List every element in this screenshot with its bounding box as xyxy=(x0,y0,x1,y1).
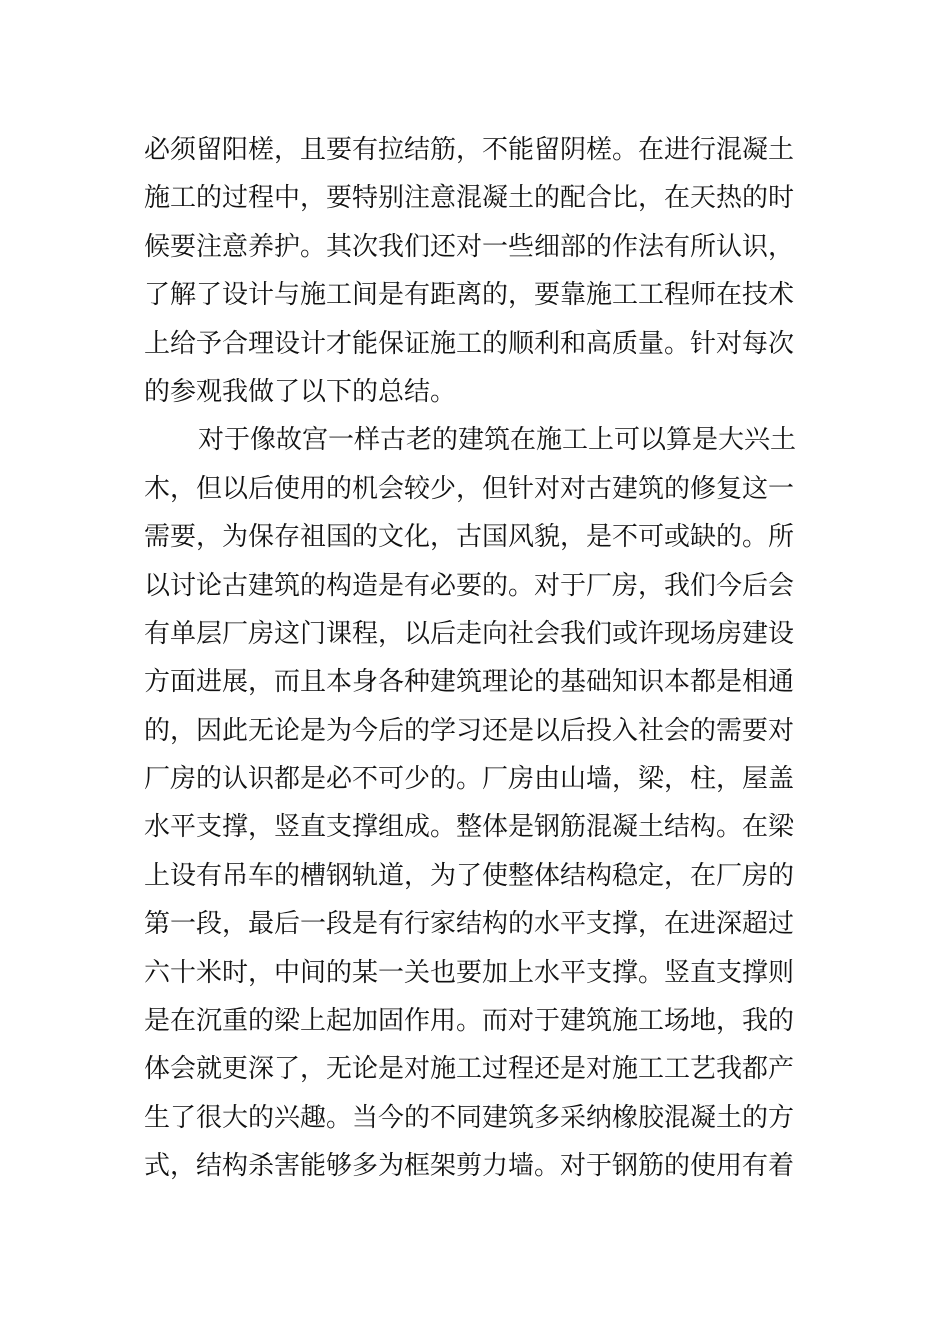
text-line-16: 上设有吊车的槽钢轨道，为了使整体结构稳定，在厂房的 xyxy=(144,860,795,891)
text-line-18: 六十米时，中间的某一关也要加上水平支撑。竖直支撑则 xyxy=(144,957,795,988)
text-line-12: 方面进展，而且本身各种建筑理论的基础知识本都是相通 xyxy=(144,667,795,698)
text-line-19: 是在沉重的梁上起加固作用。而对于建筑施工场地，我的 xyxy=(144,1006,795,1037)
text-line-5: 上给予合理设计才能保证施工的顺利和高质量。针对每次 xyxy=(144,328,795,359)
text-line-13: 的，因此无论是为今后的学习还是以后投入社会的需要对 xyxy=(144,715,795,746)
text-line-11: 有单层厂房这门课程，以后走向社会我们或许现场房建设 xyxy=(144,618,795,649)
text-line-14: 厂房的认识都是必不可少的。厂房由山墙，梁，柱，屋盖 xyxy=(144,764,795,795)
text-line-8: 木，但以后使用的机会较少，但针对对古建筑的修复这一 xyxy=(144,473,795,504)
text-line-20: 体会就更深了，无论是对施工过程还是对施工工艺我都产 xyxy=(144,1054,795,1085)
text-line-2: 施工的过程中，要特别注意混凝土的配合比，在天热的时 xyxy=(144,183,795,214)
text-line-9: 需要，为保存祖国的文化，古国风貌，是不可或缺的。所 xyxy=(144,522,795,553)
text-line-6: 的参观我做了以下的总结。 xyxy=(144,376,457,407)
text-line-10: 以讨论古建筑的构造是有必要的。对于厂房，我们今后会 xyxy=(144,570,795,601)
text-line-22: 式，结构杀害能够多为框架剪力墙。对于钢筋的使用有着 xyxy=(144,1151,795,1182)
text-line-17: 第一段，最后一段是有行家结构的水平支撑，在进深超过 xyxy=(144,909,795,940)
text-line-15: 水平支撑，竖直支撑组成。整体是钢筋混凝土结构。在梁 xyxy=(144,812,795,843)
text-line-21: 生了很大的兴趣。当今的不同建筑多采纳橡胶混凝土的方 xyxy=(144,1102,795,1133)
text-line-1: 必须留阳槎，且要有拉结筋，不能留阴槎。在进行混凝土 xyxy=(144,135,795,165)
text-line-7: 对于像故宫一样古老的建筑在施工上可以算是大兴土 xyxy=(198,425,797,456)
text-line-3: 候要注意养护。其次我们还对一些细部的作法有所认识， xyxy=(144,231,795,262)
text-line-4: 了解了设计与施工间是有距离的，要靠施工工程师在技术 xyxy=(144,280,795,311)
document-body xyxy=(144,126,814,1191)
